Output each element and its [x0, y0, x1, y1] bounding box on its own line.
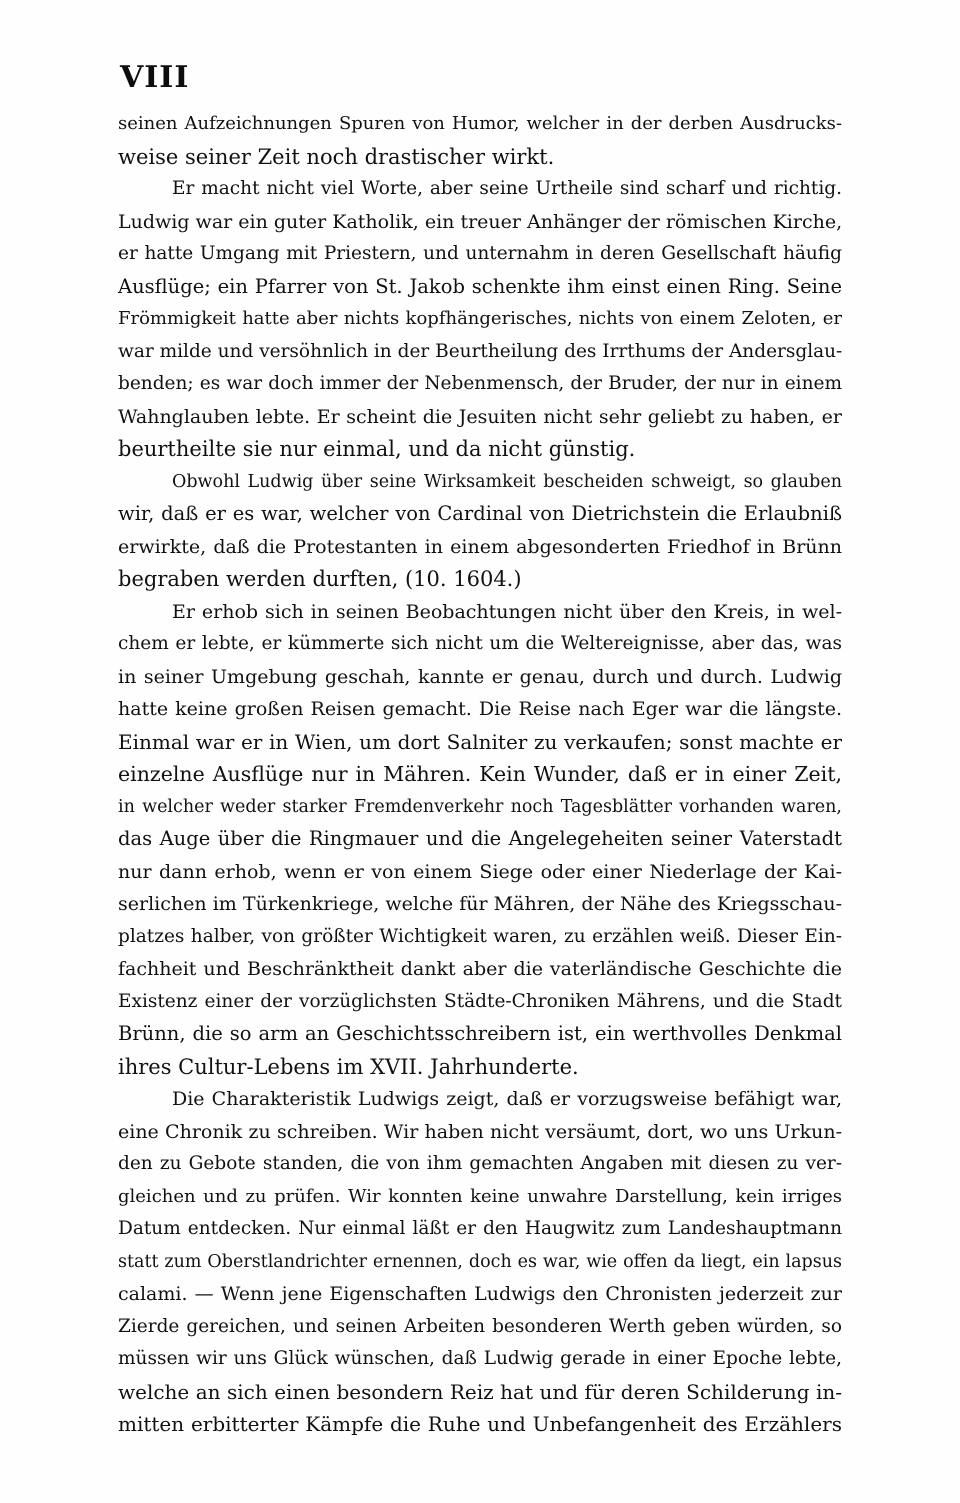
text-line: wir, daß er es war, welcher von Cardinal von Dietrichstein die Erlaubniß	[118, 502, 842, 525]
text-line: ihres Cultur-Lebens im XVII. Jahrhunderte.	[118, 1054, 579, 1079]
text-line: Zierde gereichen, und seinen Arbeiten besonderen Werth geben würden, so	[118, 1315, 842, 1337]
text-line: war milde und versöhnlich in der Beurtheilung des Irrthums der Andersglau-	[118, 340, 842, 362]
text-line: seinen Aufzeichnungen Spuren von Humor, welcher in der derben Ausdrucks-	[118, 113, 842, 134]
text-line: eine Chronik zu schreiben. Wir haben nicht versäumt, dort, wo uns Urkun-	[118, 1120, 842, 1143]
text-line: das Auge über die Ringmauer und die Angelegeheiten seiner Vaterstadt	[118, 827, 842, 850]
text-line: hatte keine großen Reisen gemacht. Die Reise nach Eger war die längste.	[118, 698, 842, 720]
text-line: Wahnglauben lebte. Er scheint die Jesuiten nicht sehr geliebt zu haben, er	[118, 405, 842, 428]
text-line: Ausflüge; ein Pfarrer von St. Jakob schenkte ihm einst einen Ring. Seine	[118, 274, 842, 298]
text-line: calami. — Wenn jene Eigenschaften Ludwigs den Chronisten jederzeit zur	[118, 1283, 842, 1305]
text-line: Datum entdecken. Nur einmal läßt er den Haugwitz zum Landeshauptmann	[118, 1218, 842, 1239]
text-line: fachheit und Beschränktheit dankt aber die vaterländische Geschichte die	[118, 958, 842, 980]
text-line: Die Charakteristik Ludwigs zeigt, daß er vorzugsweise befähigt war,	[172, 1088, 842, 1110]
text-line: weise seiner Zeit noch drastischer wirkt.	[118, 144, 555, 169]
text-line: Existenz einer der vorzüglichsten Städte-Chroniken Mährens, und die Stadt	[118, 990, 842, 1012]
text-line: einzelne Ausflüge nur in Mähren. Kein Wunder, daß er in einer Zeit,	[118, 762, 842, 786]
text-line: gleichen und zu prüfen. Wir konnten keine unwahre Darstellung, kein irriges	[118, 1185, 842, 1207]
body-text	[118, 108, 842, 1441]
text-line: beurtheilte sie nur einmal, und da nicht günstig.	[118, 437, 636, 461]
text-line: statt zum Oberstlandrichter ernennen, doch es war, wie offen da liegt, ein lapsus	[118, 1251, 842, 1272]
text-line: Brünn, die so arm an Geschichtsschreibern ist, ein werthvolles Denkmal	[118, 1022, 842, 1045]
text-line: Frömmigkeit hatte aber nichts kopfhängerisches, nichts von einem Zeloten, er	[118, 308, 842, 329]
text-line: in welcher weder starker Fremdenverkehr noch Tagesblätter vorhanden waren,	[118, 796, 842, 817]
text-line: Ludwig war ein guter Katholik, ein treuer Anhänger der römischen Kirche,	[118, 210, 842, 233]
text-line: nur dann erhob, wenn er von einem Siege oder einer Niederlage der Kai-	[118, 860, 842, 883]
text-line: Er macht nicht viel Worte, aber seine Urtheile sind scharf und richtig.	[172, 178, 842, 199]
text-line: Einmal war er in Wien, um dort Salniter zu verkaufen; sonst machte er	[118, 729, 842, 754]
text-line: er hatte Umgang mit Priestern, und unternahm in deren Gesellschaft häufig	[118, 243, 842, 264]
text-line: chem er lebte, er kümmerte sich nicht um die Weltereignisse, aber das, was	[118, 633, 842, 654]
text-line: begraben werden durften, (10. 1604.)	[118, 567, 522, 591]
text-line: welche an sich einen besondern Reiz hat und für deren Schilderung in-	[118, 1379, 842, 1404]
text-line: serlichen im Türkenkriege, welche für Mähren, der Nähe des Kriegsschau-	[118, 893, 842, 915]
text-line: benden; es war doch immer der Nebenmensch, der Bruder, der nur in einem	[118, 373, 842, 394]
text-line: müssen wir uns Glück wünschen, daß Ludwig gerade in einer Epoche lebte,	[118, 1348, 842, 1369]
text-line: in seiner Umgebung geschah, kannte er genau, durch und durch. Ludwig	[118, 665, 842, 688]
page-number: VIII	[120, 60, 190, 95]
text-line: erwirkte, daß die Protestanten in einem abgesonderten Friedhof in Brünn	[118, 535, 842, 558]
text-line: platzes halber, von größter Wichtigkeit waren, zu erzählen weiß. Dieser Ein-	[118, 925, 842, 947]
text-line: mitten erbitterter Kämpfe die Ruhe und Unbefangenheit des Erzählers	[118, 1412, 842, 1436]
text-line: den zu Gebote standen, die von ihm gemachten Angaben mit diesen zu ver-	[118, 1153, 842, 1174]
text-line: Obwohl Ludwig über seine Wirksamkeit bescheiden schweigt, so glauben	[172, 471, 842, 492]
text-line: Er erhob sich in seinen Beobachtungen nicht über den Kreis, in wel-	[172, 600, 842, 623]
